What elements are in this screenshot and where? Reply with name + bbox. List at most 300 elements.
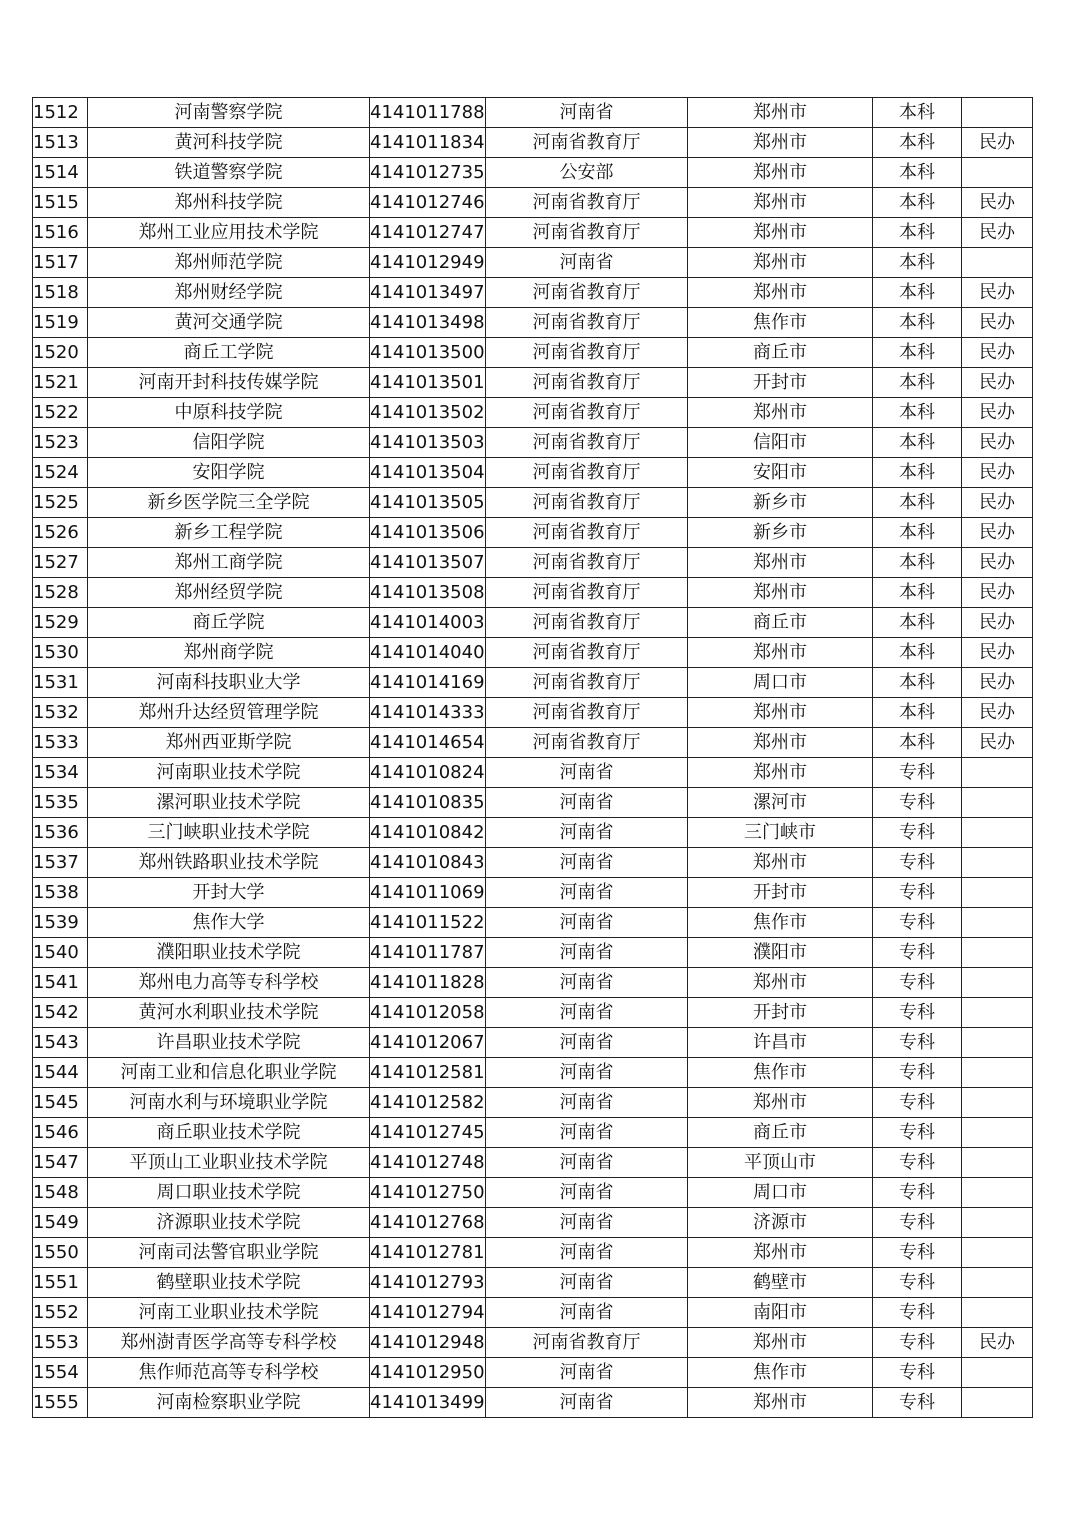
department-cell: 河南省 (486, 248, 688, 278)
note-cell (962, 1118, 1033, 1148)
city-cell: 新乡市 (688, 518, 873, 548)
department-cell: 河南省 (486, 998, 688, 1028)
department-cell: 河南省 (486, 1148, 688, 1178)
table-row (33, 698, 1033, 728)
school-code-cell: 4141010843 (370, 848, 486, 878)
school-code-cell: 4141012582 (370, 1088, 486, 1118)
row-number-cell: 1548 (33, 1178, 88, 1208)
note-cell: 民办 (962, 458, 1033, 488)
row-number-cell: 1534 (33, 758, 88, 788)
table-row (33, 128, 1033, 158)
table-row (33, 608, 1033, 638)
level-cell: 专科 (873, 1328, 962, 1358)
school-code-cell: 4141014654 (370, 728, 486, 758)
city-cell: 郑州市 (688, 398, 873, 428)
department-cell: 河南省 (486, 818, 688, 848)
level-cell: 专科 (873, 878, 962, 908)
table-row (33, 878, 1033, 908)
department-cell: 河南省 (486, 938, 688, 968)
table-row (33, 488, 1033, 518)
department-cell: 河南省 (486, 1268, 688, 1298)
table-row (33, 1178, 1033, 1208)
school-code-cell: 4141012748 (370, 1148, 486, 1178)
school-code-cell: 4141011788 (370, 98, 486, 128)
city-cell: 郑州市 (688, 728, 873, 758)
note-cell (962, 788, 1033, 818)
school-code-cell: 4141010824 (370, 758, 486, 788)
note-cell (962, 1028, 1033, 1058)
department-cell: 河南省教育厅 (486, 308, 688, 338)
department-cell: 河南省教育厅 (486, 488, 688, 518)
school-code-cell: 4141012949 (370, 248, 486, 278)
row-number-cell: 1527 (33, 548, 88, 578)
school-name-cell: 河南开封科技传媒学院 (88, 368, 370, 398)
level-cell: 专科 (873, 1118, 962, 1148)
note-cell (962, 1208, 1033, 1238)
school-name-cell: 黄河水利职业技术学院 (88, 998, 370, 1028)
note-cell (962, 248, 1033, 278)
level-cell: 专科 (873, 1148, 962, 1178)
row-number-cell: 1543 (33, 1028, 88, 1058)
school-name-cell: 商丘职业技术学院 (88, 1118, 370, 1148)
note-cell: 民办 (962, 278, 1033, 308)
table-row (33, 308, 1033, 338)
department-cell: 河南省 (486, 1058, 688, 1088)
school-name-cell: 黄河科技学院 (88, 128, 370, 158)
school-code-cell: 4141013499 (370, 1388, 486, 1418)
note-cell (962, 818, 1033, 848)
school-name-cell: 焦作师范高等专科学校 (88, 1358, 370, 1388)
row-number-cell: 1549 (33, 1208, 88, 1238)
row-number-cell: 1542 (33, 998, 88, 1028)
school-code-cell: 4141012750 (370, 1178, 486, 1208)
school-code-cell: 4141012747 (370, 218, 486, 248)
department-cell: 河南省教育厅 (486, 668, 688, 698)
level-cell: 本科 (873, 728, 962, 758)
school-name-cell: 新乡工程学院 (88, 518, 370, 548)
school-code-cell: 4141010842 (370, 818, 486, 848)
note-cell: 民办 (962, 428, 1033, 458)
school-code-cell: 4141012950 (370, 1358, 486, 1388)
note-cell: 民办 (962, 698, 1033, 728)
row-number-cell: 1546 (33, 1118, 88, 1148)
school-name-cell: 鹤壁职业技术学院 (88, 1268, 370, 1298)
city-cell: 鹤壁市 (688, 1268, 873, 1298)
row-number-cell: 1540 (33, 938, 88, 968)
level-cell: 本科 (873, 698, 962, 728)
row-number-cell: 1555 (33, 1388, 88, 1418)
department-cell: 河南省 (486, 788, 688, 818)
table-row (33, 458, 1033, 488)
row-number-cell: 1547 (33, 1148, 88, 1178)
table-row (33, 368, 1033, 398)
row-number-cell: 1513 (33, 128, 88, 158)
table-row (33, 848, 1033, 878)
level-cell: 本科 (873, 278, 962, 308)
department-cell: 河南省教育厅 (486, 1328, 688, 1358)
department-cell: 河南省 (486, 848, 688, 878)
school-code-cell: 4141010835 (370, 788, 486, 818)
note-cell (962, 1148, 1033, 1178)
table-row (33, 1148, 1033, 1178)
table-row (33, 188, 1033, 218)
level-cell: 专科 (873, 1088, 962, 1118)
school-code-cell: 4141012581 (370, 1058, 486, 1088)
row-number-cell: 1515 (33, 188, 88, 218)
school-code-cell: 4141014333 (370, 698, 486, 728)
school-name-cell: 漯河职业技术学院 (88, 788, 370, 818)
school-name-cell: 中原科技学院 (88, 398, 370, 428)
table-row (33, 908, 1033, 938)
department-cell: 河南省教育厅 (486, 578, 688, 608)
table-row (33, 1388, 1033, 1418)
city-cell: 商丘市 (688, 338, 873, 368)
note-cell: 民办 (962, 398, 1033, 428)
note-cell: 民办 (962, 548, 1033, 578)
city-cell: 商丘市 (688, 1118, 873, 1148)
level-cell: 本科 (873, 98, 962, 128)
school-name-cell: 郑州商学院 (88, 638, 370, 668)
note-cell: 民办 (962, 188, 1033, 218)
school-name-cell: 平顶山工业职业技术学院 (88, 1148, 370, 1178)
city-cell: 开封市 (688, 998, 873, 1028)
school-code-cell: 4141012735 (370, 158, 486, 188)
level-cell: 本科 (873, 578, 962, 608)
row-number-cell: 1526 (33, 518, 88, 548)
department-cell: 河南省 (486, 1238, 688, 1268)
table-row (33, 338, 1033, 368)
school-name-cell: 郑州升达经贸管理学院 (88, 698, 370, 728)
school-code-cell: 4141013508 (370, 578, 486, 608)
note-cell: 民办 (962, 488, 1033, 518)
city-cell: 焦作市 (688, 1358, 873, 1388)
level-cell: 本科 (873, 188, 962, 218)
level-cell: 专科 (873, 1298, 962, 1328)
row-number-cell: 1532 (33, 698, 88, 728)
row-number-cell: 1520 (33, 338, 88, 368)
note-cell (962, 1268, 1033, 1298)
table-body (33, 98, 1033, 1418)
city-cell: 漯河市 (688, 788, 873, 818)
level-cell: 本科 (873, 608, 962, 638)
department-cell: 河南省 (486, 1178, 688, 1208)
row-number-cell: 1522 (33, 398, 88, 428)
level-cell: 本科 (873, 668, 962, 698)
note-cell: 民办 (962, 728, 1033, 758)
table-row (33, 548, 1033, 578)
school-code-cell: 4141012067 (370, 1028, 486, 1058)
city-cell: 濮阳市 (688, 938, 873, 968)
note-cell (962, 758, 1033, 788)
table-row (33, 578, 1033, 608)
city-cell: 郑州市 (688, 638, 873, 668)
table-row (33, 638, 1033, 668)
note-cell (962, 98, 1033, 128)
school-code-cell: 4141012768 (370, 1208, 486, 1238)
city-cell: 平顶山市 (688, 1148, 873, 1178)
school-code-cell: 4141013503 (370, 428, 486, 458)
city-cell: 南阳市 (688, 1298, 873, 1328)
department-cell: 河南省教育厅 (486, 428, 688, 458)
note-cell: 民办 (962, 518, 1033, 548)
department-cell: 河南省 (486, 1358, 688, 1388)
school-name-cell: 郑州经贸学院 (88, 578, 370, 608)
table-row (33, 1058, 1033, 1088)
row-number-cell: 1538 (33, 878, 88, 908)
school-code-cell: 4141011828 (370, 968, 486, 998)
school-name-cell: 新乡医学院三全学院 (88, 488, 370, 518)
level-cell: 本科 (873, 338, 962, 368)
table-row (33, 1118, 1033, 1148)
city-cell: 焦作市 (688, 308, 873, 338)
school-name-cell: 郑州西亚斯学院 (88, 728, 370, 758)
level-cell: 专科 (873, 758, 962, 788)
note-cell (962, 158, 1033, 188)
city-cell: 郑州市 (688, 278, 873, 308)
level-cell: 本科 (873, 428, 962, 458)
city-cell: 许昌市 (688, 1028, 873, 1058)
department-cell: 河南省教育厅 (486, 398, 688, 428)
table-row (33, 968, 1033, 998)
level-cell: 本科 (873, 368, 962, 398)
city-cell: 郑州市 (688, 1088, 873, 1118)
school-code-cell: 4141014003 (370, 608, 486, 638)
school-code-cell: 4141013502 (370, 398, 486, 428)
table-row (33, 998, 1033, 1028)
note-cell (962, 938, 1033, 968)
level-cell: 本科 (873, 128, 962, 158)
row-number-cell: 1525 (33, 488, 88, 518)
level-cell: 专科 (873, 1028, 962, 1058)
table-row (33, 158, 1033, 188)
school-name-cell: 郑州铁路职业技术学院 (88, 848, 370, 878)
table-row (33, 248, 1033, 278)
table-row (33, 1088, 1033, 1118)
department-cell: 河南省教育厅 (486, 368, 688, 398)
table-row (33, 668, 1033, 698)
school-name-cell: 三门峡职业技术学院 (88, 818, 370, 848)
level-cell: 本科 (873, 248, 962, 278)
level-cell: 本科 (873, 158, 962, 188)
level-cell: 本科 (873, 398, 962, 428)
school-name-cell: 河南司法警官职业学院 (88, 1238, 370, 1268)
note-cell (962, 1088, 1033, 1118)
level-cell: 本科 (873, 548, 962, 578)
school-code-cell: 4141014040 (370, 638, 486, 668)
note-cell (962, 1058, 1033, 1088)
school-name-cell: 铁道警察学院 (88, 158, 370, 188)
school-code-cell: 4141013504 (370, 458, 486, 488)
level-cell: 本科 (873, 638, 962, 668)
school-code-cell: 4141012746 (370, 188, 486, 218)
note-cell (962, 1178, 1033, 1208)
note-cell: 民办 (962, 308, 1033, 338)
school-name-cell: 济源职业技术学院 (88, 1208, 370, 1238)
department-cell: 河南省 (486, 1388, 688, 1418)
level-cell: 专科 (873, 1268, 962, 1298)
level-cell: 本科 (873, 518, 962, 548)
city-cell: 郑州市 (688, 758, 873, 788)
table-row (33, 1298, 1033, 1328)
school-code-cell: 4141014169 (370, 668, 486, 698)
city-cell: 郑州市 (688, 188, 873, 218)
school-code-cell: 4141012781 (370, 1238, 486, 1268)
city-cell: 三门峡市 (688, 818, 873, 848)
school-code-cell: 4141011834 (370, 128, 486, 158)
table-row (33, 1268, 1033, 1298)
table-row (33, 728, 1033, 758)
row-number-cell: 1536 (33, 818, 88, 848)
table-row (33, 1238, 1033, 1268)
department-cell: 河南省教育厅 (486, 698, 688, 728)
note-cell: 民办 (962, 638, 1033, 668)
department-cell: 河南省教育厅 (486, 278, 688, 308)
table-row (33, 428, 1033, 458)
note-cell: 民办 (962, 608, 1033, 638)
city-cell: 济源市 (688, 1208, 873, 1238)
table-row (33, 818, 1033, 848)
school-code-cell: 4141013505 (370, 488, 486, 518)
city-cell: 郑州市 (688, 248, 873, 278)
school-name-cell: 焦作大学 (88, 908, 370, 938)
school-code-cell: 4141013506 (370, 518, 486, 548)
department-cell: 河南省教育厅 (486, 218, 688, 248)
school-code-cell: 4141012793 (370, 1268, 486, 1298)
school-name-cell: 河南科技职业大学 (88, 668, 370, 698)
row-number-cell: 1533 (33, 728, 88, 758)
department-cell: 河南省教育厅 (486, 458, 688, 488)
school-name-cell: 郑州财经学院 (88, 278, 370, 308)
school-code-cell: 4141011522 (370, 908, 486, 938)
school-name-cell: 郑州工业应用技术学院 (88, 218, 370, 248)
school-code-cell: 4141013498 (370, 308, 486, 338)
level-cell: 专科 (873, 788, 962, 818)
school-name-cell: 河南职业技术学院 (88, 758, 370, 788)
table-row (33, 398, 1033, 428)
level-cell: 本科 (873, 458, 962, 488)
city-cell: 郑州市 (688, 968, 873, 998)
row-number-cell: 1539 (33, 908, 88, 938)
note-cell: 民办 (962, 668, 1033, 698)
university-list-table (32, 97, 1033, 1418)
table-row (33, 218, 1033, 248)
level-cell: 专科 (873, 908, 962, 938)
table-row (33, 758, 1033, 788)
level-cell: 本科 (873, 218, 962, 248)
city-cell: 郑州市 (688, 578, 873, 608)
school-code-cell: 4141013507 (370, 548, 486, 578)
level-cell: 专科 (873, 1238, 962, 1268)
school-name-cell: 郑州科技学院 (88, 188, 370, 218)
school-code-cell: 4141012948 (370, 1328, 486, 1358)
department-cell: 河南省 (486, 758, 688, 788)
school-code-cell: 4141013501 (370, 368, 486, 398)
note-cell: 民办 (962, 128, 1033, 158)
city-cell: 周口市 (688, 668, 873, 698)
table-row (33, 1028, 1033, 1058)
table-row (33, 938, 1033, 968)
row-number-cell: 1524 (33, 458, 88, 488)
city-cell: 信阳市 (688, 428, 873, 458)
department-cell: 河南省 (486, 1298, 688, 1328)
city-cell: 周口市 (688, 1178, 873, 1208)
note-cell: 民办 (962, 368, 1033, 398)
department-cell: 河南省 (486, 1208, 688, 1238)
level-cell: 专科 (873, 1178, 962, 1208)
level-cell: 专科 (873, 848, 962, 878)
city-cell: 郑州市 (688, 698, 873, 728)
note-cell (962, 1388, 1033, 1418)
school-code-cell: 4141012794 (370, 1298, 486, 1328)
note-cell (962, 1358, 1033, 1388)
department-cell: 河南省教育厅 (486, 188, 688, 218)
department-cell: 河南省 (486, 1028, 688, 1058)
level-cell: 本科 (873, 488, 962, 518)
row-number-cell: 1521 (33, 368, 88, 398)
row-number-cell: 1529 (33, 608, 88, 638)
level-cell: 本科 (873, 308, 962, 338)
school-name-cell: 开封大学 (88, 878, 370, 908)
school-name-cell: 河南检察职业学院 (88, 1388, 370, 1418)
table-row (33, 1358, 1033, 1388)
school-name-cell: 商丘工学院 (88, 338, 370, 368)
department-cell: 河南省教育厅 (486, 638, 688, 668)
department-cell: 河南省 (486, 1088, 688, 1118)
note-cell: 民办 (962, 338, 1033, 368)
school-name-cell: 河南工业职业技术学院 (88, 1298, 370, 1328)
level-cell: 专科 (873, 938, 962, 968)
note-cell (962, 848, 1033, 878)
school-name-cell: 郑州师范学院 (88, 248, 370, 278)
city-cell: 开封市 (688, 368, 873, 398)
level-cell: 专科 (873, 968, 962, 998)
school-name-cell: 安阳学院 (88, 458, 370, 488)
row-number-cell: 1553 (33, 1328, 88, 1358)
note-cell (962, 908, 1033, 938)
department-cell: 河南省教育厅 (486, 548, 688, 578)
school-code-cell: 4141012745 (370, 1118, 486, 1148)
school-name-cell: 郑州电力高等专科学校 (88, 968, 370, 998)
city-cell: 焦作市 (688, 908, 873, 938)
note-cell (962, 1238, 1033, 1268)
level-cell: 专科 (873, 998, 962, 1028)
department-cell: 河南省教育厅 (486, 608, 688, 638)
row-number-cell: 1516 (33, 218, 88, 248)
department-cell: 河南省 (486, 1118, 688, 1148)
table-row (33, 1208, 1033, 1238)
department-cell: 河南省 (486, 878, 688, 908)
note-cell (962, 998, 1033, 1028)
table-row (33, 518, 1033, 548)
city-cell: 郑州市 (688, 848, 873, 878)
table-row (33, 788, 1033, 818)
city-cell: 郑州市 (688, 218, 873, 248)
note-cell: 民办 (962, 218, 1033, 248)
school-name-cell: 河南警察学院 (88, 98, 370, 128)
school-name-cell: 郑州工商学院 (88, 548, 370, 578)
row-number-cell: 1552 (33, 1298, 88, 1328)
department-cell: 河南省 (486, 98, 688, 128)
table-row (33, 98, 1033, 128)
row-number-cell: 1535 (33, 788, 88, 818)
row-number-cell: 1537 (33, 848, 88, 878)
level-cell: 专科 (873, 1058, 962, 1088)
row-number-cell: 1551 (33, 1268, 88, 1298)
city-cell: 郑州市 (688, 128, 873, 158)
city-cell: 安阳市 (688, 458, 873, 488)
city-cell: 郑州市 (688, 158, 873, 188)
school-name-cell: 河南工业和信息化职业学院 (88, 1058, 370, 1088)
